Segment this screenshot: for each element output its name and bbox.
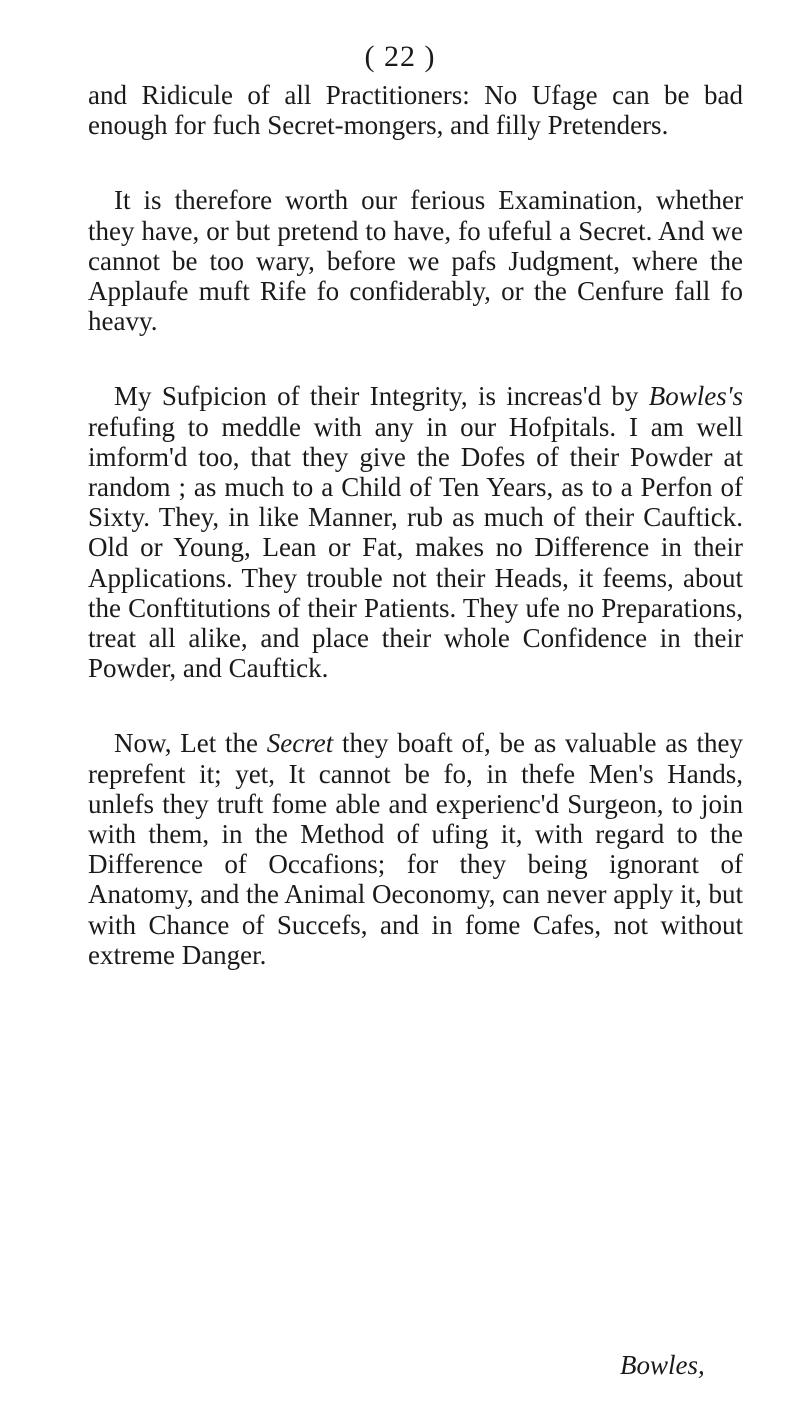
name-bowles: Bowles's [648,381,743,412]
paragraph-continuation: and Ridicule of all Practitioners: No Ufage can be bad enough for fuch Secret-mongers, and filly Pretenders. [88,80,743,141]
paragraph-suspicion-start: My Sufpicion of their Integrity, is increas'd by [114,381,649,412]
catchword: Bowles, [620,1350,705,1380]
paragraph-secret-rest: they boaft of, be as valuable as they reprefent it; yet, It cannot be fo, in thefe Men's Hands, unlefs they truft fome able and experienc'd Surgeon, to join with them, in the Method of ufing it, with regard to the Difference of Occafions; for they being ignorant of Anatomy, and the Animal Oeconomy, can never apply it, but with Chance of Succefs, and in fome Cafes, not without extreme Danger. [88,728,743,970]
paragraph-suspicion [88,381,743,683]
paragraph-secret-start: Now, Let the [114,728,267,759]
paragraph-suspicion-rest: refufing to meddle with any in our Hofpitals. I am well imform'd too, that they give the Dofes of their Powder at random ; as much to a Child of Ten Years, as to a Perfon of Sixty. They, in like Manner, rub as much of their Cauftick. Old or Young, Lean or Fat, makes no Difference in their Applications. They trouble not their Heads, it feems, about the Conftitutions of their Patients. They ufe no Preparations, treat all alike, and place their whole Confidence in their Powder, and Cauftick. [88,411,743,684]
body-text [88,80,743,970]
paragraph-examination: It is therefore worth our ferious Examination, whether they have, or but pretend to have, fo ufeful a Secret. And we cannot be too wary, before we pafs Judgment, where the Applaufe muft Rife fo confiderably, or the Cenfure fall fo heavy. [88,185,743,337]
page-number: ( 22 ) [364,40,436,73]
word-secret: Secret [266,728,334,759]
paragraph-secret [88,728,743,970]
